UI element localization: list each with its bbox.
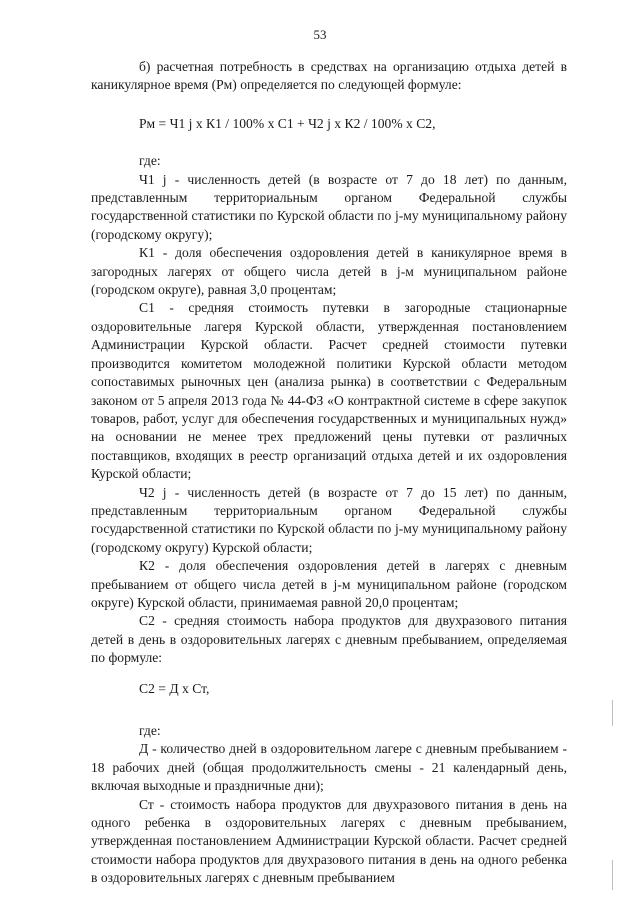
- definition-ch2: Ч2 j - численность детей (в возрасте от 7 до 15 лет) по данным, представленным территориальным органом Федеральной службы государственной статистики по Курской области по j-му муниципальному району (городскому округу) Курской области;: [91, 484, 567, 555]
- where-label-1: где:: [139, 153, 161, 169]
- page-number: 53: [313, 27, 327, 42]
- scan-margin-mark: [612, 860, 613, 890]
- document-body: [91, 58, 567, 888]
- paragraph-b-intro: б) расчетная потребность в средствах на организацию отдыха детей в каникулярное время (Рм) определяется по следующей формуле:: [91, 59, 567, 93]
- definition-ch1: Ч1 j - численность детей (в возрасте от 7 до 18 лет) по данным, представленным территориальным органом Федеральной службы государственной статистики по Курской области по j-му муниципальному району (городскому округу);: [91, 171, 567, 242]
- definition-k2: К2 - доля обеспечения оздоровления детей в лагерях с дневным пребыванием от общего числа детей в j-м муниципальном районе (городском округе) Курской области, принимаемая равной 20,0 процентам;: [91, 558, 567, 610]
- definition-k1: К1 - доля обеспечения оздоровления детей в каникулярное время в загородных лагерях от общего числа детей в j-м муниципальном районе (городском округе), равная 3,0 процентам;: [91, 245, 567, 298]
- formula-rm: Рм = Ч1 j x К1 / 100% х С1 + Ч2 j x К2 / 100% х С2,: [139, 115, 436, 131]
- formula-c2: С2 = Д х Ст,: [139, 680, 210, 696]
- definition-d: Д - количество дней в оздоровительном лагере с дневным пребыванием - 18 рабочих дней (общая продолжительность смены - 21 календарный день, включая выходные и праздничные дни);: [91, 741, 567, 794]
- where-label-2: где:: [139, 723, 161, 738]
- definition-c1: С1 - средняя стоимость путевки в загородные стационарные оздоровительные лагеря Курской области, утвержденная постановлением Администрации Курской области. Расчет средней стоимости путевки производится комитетом молодежной политики Курской области методом сопоставимых рыночных цен (анализа рынка) в соответствии с Федеральным законом от 5 апреля 2013 года № 44-ФЗ «О контрактной системе в сфере закупок товаров, работ, услуг для обеспечения государственных и муниципальных нужд» на основании не менее трех предложений цены путевки от различных поставщиков, входящих в реестр организаций отдыха детей и их оздоровления Курской области;: [91, 300, 567, 482]
- definition-c2: С2 - средняя стоимость набора продуктов для двухразового питания детей в день в оздоровительных лагерях с дневным пребыванием, определяемая по формуле:: [91, 613, 567, 666]
- definition-st: Ст - стоимость набора продуктов для двухразового питания в день на одного ребенка в оздоровительных лагерях с дневным пребыванием, утвержденная постановлением Администрации Курской области. Расчет средней стоимости набора продуктов для двухразового питания в день на одного ребенка в оздоровительных лагерях с дневным пребыванием: [91, 796, 567, 886]
- scan-margin-mark: [612, 700, 613, 726]
